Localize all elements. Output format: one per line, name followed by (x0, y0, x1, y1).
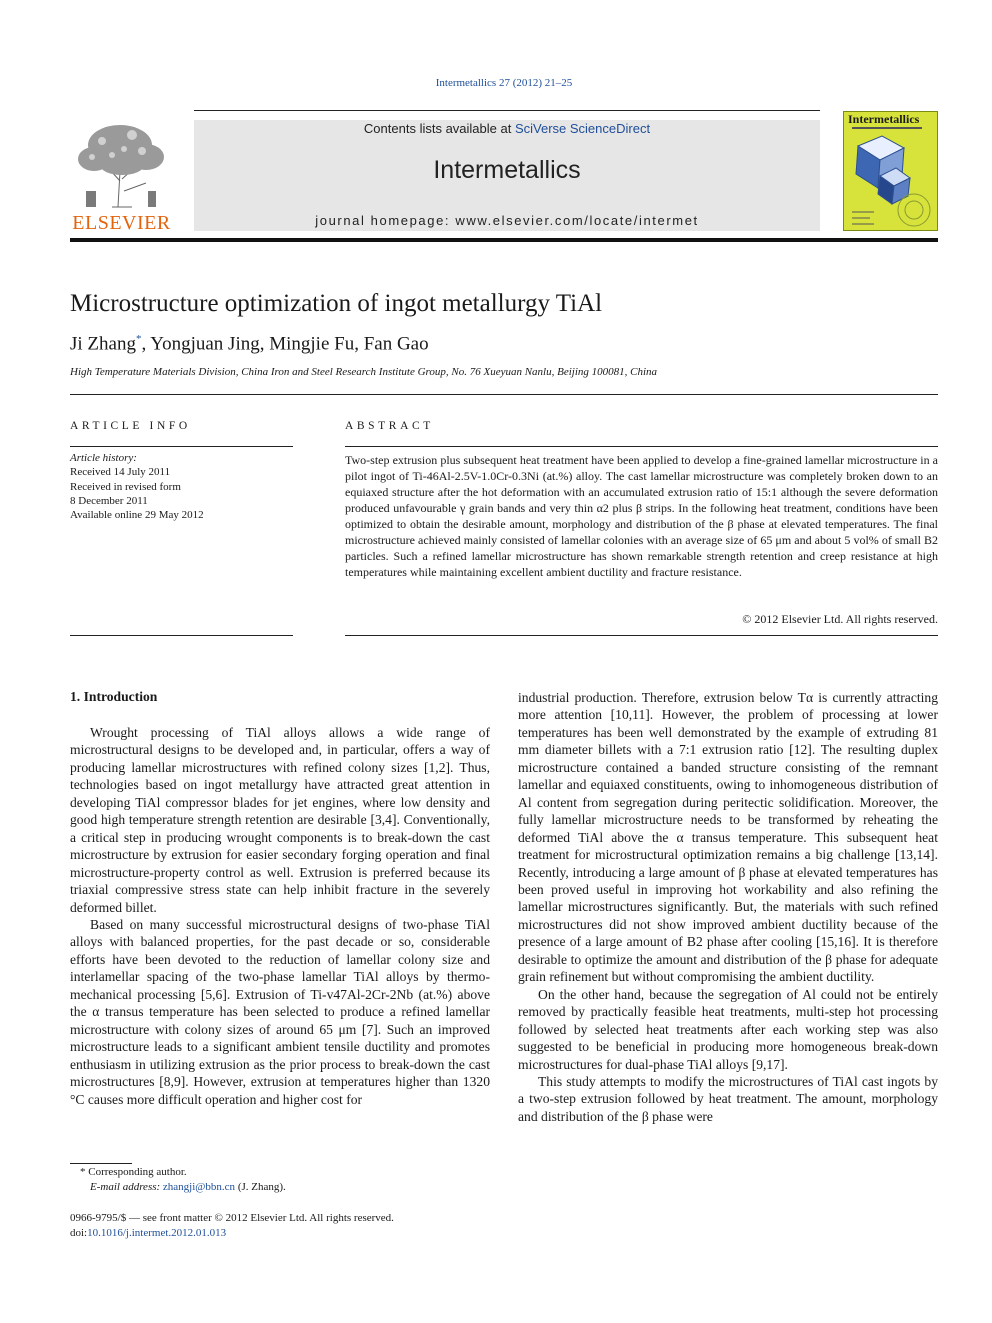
header-rule (194, 110, 820, 111)
journal-title: Intermetallics (433, 156, 581, 184)
email-line (80, 1180, 286, 1195)
contents-line (194, 121, 820, 136)
affiliation: High Temperature Materials Division, China Iron and Steel Research Institute Group, No. 76 Xueyuan Nanlu, Beijing 100081, China (70, 366, 658, 378)
article-info-rule-bottom (70, 635, 293, 636)
article-title: Microstructure optimization of ingot metallurgy TiAl (70, 290, 603, 317)
online-date: Available online 29 May 2012 (70, 509, 204, 522)
paragraph: This study attempts to modify the microstructures of TiAl cast ingots by a two-step extrusion followed by heat treatment. The amount, morphology and distribution of the β phase were (518, 1073, 938, 1124)
body-column-right (518, 689, 938, 1125)
history-label: Article history: (70, 452, 137, 464)
article-info-heading: ARTICLE INFO (70, 420, 191, 432)
abstract-rule-bottom (345, 635, 938, 636)
cover-title: Intermetallics (848, 112, 920, 126)
footnote (80, 1165, 286, 1195)
author-ji-zhang: Ji Zhang (70, 333, 136, 355)
contents-prefix: Contents lists available at (363, 121, 515, 136)
doi-label: doi: (70, 1226, 88, 1239)
revised-date: 8 December 2011 (70, 494, 148, 507)
email-label: E-mail address: (90, 1181, 161, 1193)
doi-link[interactable]: 10.1016/j.intermet.2012.01.013 (87, 1226, 227, 1239)
paragraph: On the other hand, because the segregation of Al could not be entirely removed by practically feasible heat treatments, multi-step hot processing followed by selected heat treatments after each working step was also suggested to be beneficial in producing more homogeneous break-down microstructures for dual-phase TiAl alloys [9,17]. (518, 986, 938, 1072)
abstract-heading: ABSTRACT (345, 420, 434, 432)
abstract-text: Two-step extrusion plus subsequent heat treatment have been applied to develop a fine-grained lamellar microstructure in a pilot ingot of Ti-46Al-2.5V-1.0Cr-0.3Ni (at.%) alloy. The cast lamellar microstructure was completely broken down to an equiaxed structure after the hot deformation with an accumulated extrusion ratio of 15:1 although the severe deformation produced unfavourable γ grain bands and very thin α2 plus β strips. In the following heat treatment, conditions have been optimized to obtain the desirable amount, morphology and distribution of the β phase at elevated temperatures. The final microstructure achieved mainly consisted of lamellar colonies with an average size of 65 μm and about 5 vol% of small B2 particles. Such a refined lamellar microstructure has shown remarkable strength retention and creep resistance at high temperatures while maintaining excellent ambient ductility and fracture resistance. (345, 453, 938, 579)
elsevier-wordmark: ELSEVIER (72, 212, 171, 234)
elsevier-logo[interactable] (70, 121, 173, 234)
front-matter (70, 1211, 394, 1240)
revised-label: Received in revised form (70, 480, 181, 493)
abstract-rule-top (345, 446, 938, 447)
section-heading-introduction: 1. Introduction (70, 689, 158, 704)
author-list (70, 333, 429, 355)
copyright-notice: © 2012 Elsevier Ltd. All rights reserved. (742, 612, 938, 626)
received-date: Received 14 July 2011 (70, 466, 171, 479)
title-rule (70, 394, 938, 395)
header-thick-rule (70, 238, 938, 242)
issn-line: 0966-9795/$ — see front matter © 2012 Elsevier Ltd. All rights reserved. (70, 1212, 394, 1224)
footnote-rule (70, 1163, 132, 1164)
corresponding-author-note: * Corresponding author. (80, 1166, 187, 1178)
article-history (70, 451, 204, 522)
elsevier-tree-icon (72, 121, 170, 209)
paragraph: industrial production. Therefore, extrusion below Tα is currently attracting more attention [10,11]. However, the problem of processing at lower temperatures has been well demonstrated by the example of extruding 81 mm diameter billets with a 7:1 extrusion ratio [12]. The resulting duplex microstructure contained a banded structure consisting of the remnant lamellar and equiaxed constituents, owing to inhomogeneous distribution of Al content from segregation during peritectic solidification. Moreover, the fully lamellar microstructure needs to be transformed by reheating the deformed TiAl above the α transus temperature. This subsequent heat treatment for microstructural optimization remains a big challenge [13,14]. Recently, introducing a large amount of β phase at elevated temperatures has been proved useful in improving hot workability and also refining the lamellar microstructures significantly. But, the materials with such refined microstructures did not show improved ambient ductility because of the presence of a large amount of B2 phase after cooling [15,16]. It is therefore desirable to optimize the amount and distribution of the β phase for adequate grain refinement but without compromising the ambient ductility. (518, 690, 938, 985)
article-info-rule-top (70, 446, 293, 447)
journal-citation[interactable]: Intermetallics 27 (2012) 21–25 (435, 77, 573, 89)
doi-line (70, 1226, 394, 1241)
cover-crystal-icon (844, 132, 938, 231)
sciencedirect-link[interactable]: SciVerse ScienceDirect (514, 121, 651, 136)
journal-homepage[interactable]: journal homepage: www.elsevier.com/locate/intermet (315, 213, 699, 228)
cover-subtitle-bar (852, 127, 922, 129)
paragraph: Based on many successful microstructural designs of two-phase TiAl alloys with balanced properties, for the past decade or so, considerable efforts have been devoted to the reduction of lamellar colony size and interlamellar spacing of the two-phase lamellar TiAl alloys by thermo-mechanical processing [5,6]. Extrusion of Ti-v47Al-2Cr-2Nb (at.%) above the α transus temperature has been selected to produce a refined lamellar microstructure with colony sizes of around 65 μm [7]. Such an improved microstructure leads to a significant ambient tensile ductility and promotes enthusiasm in utilizing extrusion as the prior process to break-down the cast microstructures [8,9]. However, extrusion at temperatures higher than 1320 °C causes more difficult operation and higher cost for (70, 916, 490, 1107)
paragraph: Wrought processing of TiAl alloys allows a wide range of microstructural designs to be developed and, in particular, offers a way of producing lamellar microstructures with refined colony sizes [1,2]. Thus, technologies based on ingot metallurgy have attracted great attention in developing TiAl compressor blades for jet engines, where low density and good high temperature strength retention are desirable [3,4]. Conventionally, a critical step in producing wrought components is to break-down the cast microstructure by extrusion for easier secondary forging operation and final microstructure-property control as well. Extrusion is preferred because its triaxial compressive stress state can help inhibit fracture in the severely deformed billet. (70, 725, 490, 915)
email-link[interactable]: zhangji@bbn.cn (162, 1181, 236, 1193)
journal-cover-thumbnail[interactable] (843, 111, 938, 231)
author-others: , Yongjuan Jing, Mingjie Fu, Fan Gao (141, 333, 429, 355)
email-suffix: (J. Zhang). (235, 1181, 286, 1193)
corresponding-author-mark[interactable]: * (135, 333, 142, 345)
body-column-left (70, 724, 490, 1108)
